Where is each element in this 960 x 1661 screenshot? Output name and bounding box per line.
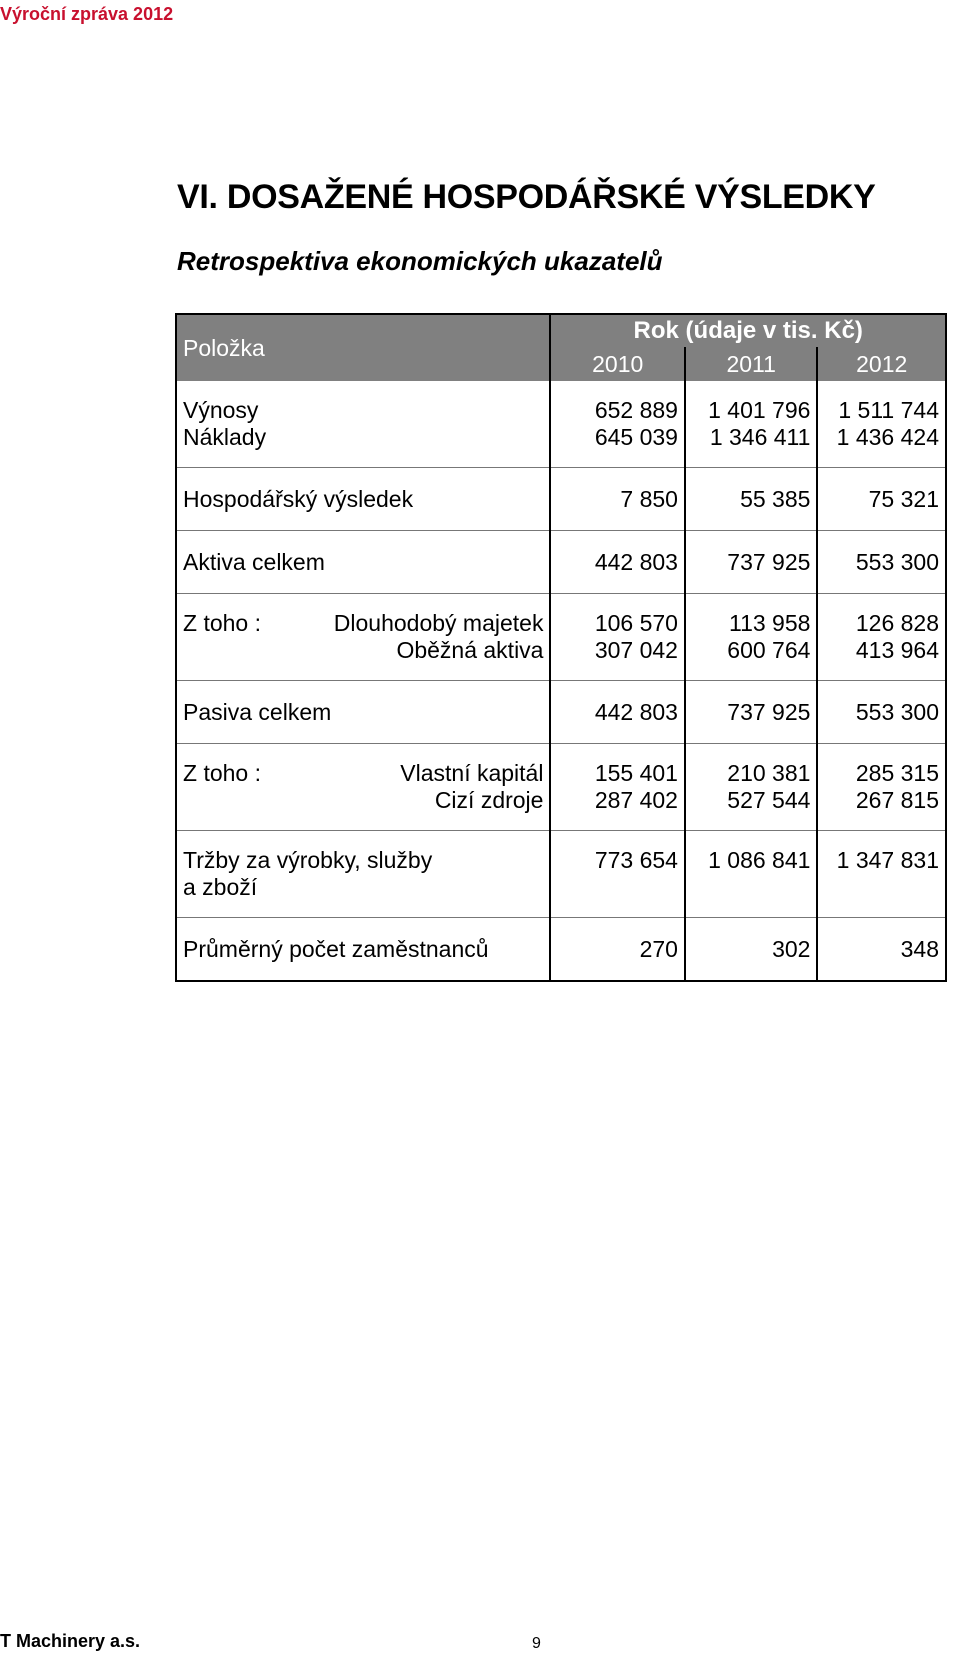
cell-value: 553 300 [817, 681, 946, 744]
row-label-line2: a zboží [183, 874, 258, 900]
cell-value: 737 925 [685, 681, 817, 744]
cell-value: 126 828 [817, 594, 946, 638]
cell-value: 55 385 [685, 468, 817, 531]
cell-value: 442 803 [550, 681, 684, 744]
cell-value: 773 654 [550, 831, 684, 918]
column-header-2012: 2012 [817, 347, 946, 381]
table-row-trzby [176, 831, 946, 918]
row-sublabel: Oběžná aktiva [176, 637, 550, 681]
cell-value: 307 042 [550, 637, 684, 681]
table-row-cizi-zdroje [176, 787, 946, 831]
row-sublabel: Cizí zdroje [176, 787, 550, 831]
row-label [176, 744, 550, 788]
report-header-title: Výroční zpráva 2012 [0, 4, 174, 24]
cell-value: 1 347 831 [817, 831, 946, 918]
row-prefix: Z toho : [183, 760, 261, 786]
cell-value: 1 401 796 [685, 381, 817, 424]
cell-value: 1 436 424 [817, 424, 946, 468]
row-label: Hospodářský výsledek [176, 468, 550, 531]
cell-value: 442 803 [550, 531, 684, 594]
row-label: Průměrný počet zaměstnanců [183, 935, 489, 962]
cell-value: 527 544 [685, 787, 817, 831]
section-subtitle: Retrospektiva ekonomických ukazatelů [177, 246, 663, 276]
row-label: Výnosy [183, 397, 259, 423]
table-row-zamestnanci [176, 918, 946, 982]
cell-value: 210 381 [685, 744, 817, 788]
cell-value: 348 [817, 918, 946, 982]
row-label: Pasiva celkem [176, 681, 550, 744]
table-row-obezna-aktiva [176, 637, 946, 681]
cell-value: 1 346 411 [685, 424, 817, 468]
row-sublabel: Dlouhodobý majetek [333, 610, 544, 636]
cell-value: 600 764 [685, 637, 817, 681]
row-prefix: Z toho : [183, 610, 261, 636]
row-label-line1: Tržby za výrobky, služby [183, 847, 433, 873]
table-row-naklady [176, 424, 946, 468]
cell-value: 113 958 [685, 594, 817, 638]
table-row-aktiva-celkem [176, 531, 946, 594]
cell-value: 75 321 [817, 468, 946, 531]
cell-value: 645 039 [550, 424, 684, 468]
table-row-hospodarsky-vysledek [176, 468, 946, 531]
table-header-row [176, 314, 946, 347]
row-label: Náklady [176, 424, 550, 468]
column-header-2010: 2010 [550, 347, 684, 381]
table-row-vlastni-kapital [176, 744, 946, 788]
row-sublabel: Vlastní kapitál [400, 760, 544, 786]
row-label: Aktiva celkem [176, 531, 550, 594]
cell-value: 553 300 [817, 531, 946, 594]
column-header-item: Položka [183, 334, 265, 361]
economic-indicators-table [175, 313, 947, 982]
cell-value: 267 815 [817, 787, 946, 831]
row-label [176, 594, 550, 638]
column-header-2011: 2011 [685, 347, 817, 381]
cell-value: 7 850 [550, 468, 684, 531]
cell-value: 652 889 [550, 381, 684, 424]
cell-value: 155 401 [550, 744, 684, 788]
table-row-vynosy [176, 381, 946, 424]
column-header-year-group: Rok (údaje v tis. Kč) [550, 314, 946, 347]
cell-value: 287 402 [550, 787, 684, 831]
cell-value: 1 511 744 [817, 381, 946, 424]
section-title: VI. DOSAŽENÉ HOSPODÁŘSKÉ VÝSLEDKY [177, 178, 876, 216]
table-row-pasiva-celkem [176, 681, 946, 744]
cell-value: 285 315 [817, 744, 946, 788]
page-number: 9 [532, 1635, 541, 1652]
cell-value: 1 086 841 [685, 831, 817, 918]
cell-value: 270 [550, 918, 684, 982]
cell-value: 106 570 [550, 594, 684, 638]
row-label [176, 831, 550, 918]
footer-company-name: T Machinery a.s. [0, 1631, 141, 1651]
cell-value: 302 [685, 918, 817, 982]
table-row-dlouhodoby-majetek [176, 594, 946, 638]
cell-value: 737 925 [685, 531, 817, 594]
cell-value: 413 964 [817, 637, 946, 681]
